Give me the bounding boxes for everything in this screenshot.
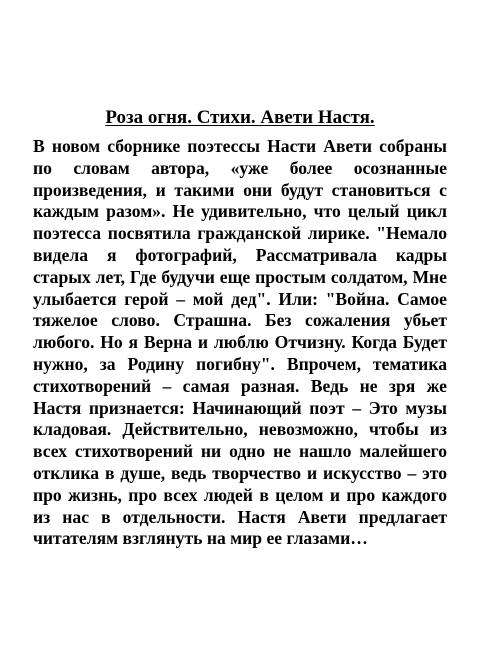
article-body: В новом сборнике поэтессы Насти Авети собраны по словам автора, «уже более осознанные произведения, и такими они будут становиться с каждым разом». Не удивительно, что целый цикл поэтесса посвятила гражданской лирике. "Немало видела я фотографий, Рассматривала кадры старых лет, Где будучи еще простым солдатом, Мне улыбается герой – мой дед". Или: "Война. Самое тяжелое слово. Страшна. Без сожаления убьет любого. Но я Верна и люблю Отчизну. Когда Будет нужно, за Родину погибну". Впрочем, тематика стихотворений – самая разная. Ведь не зря же Настя признается: Начинающий поэт – Это музы кладовая. Действительно, невозможно, чтобы из всех стихотворений ни одно не нашло малейшего отклика в душе, ведь творчество и искусство – это про жизнь, про всех людей в целом и про каждого из нас в отдельности. Настя Авети предлагает читателям взглянуть на мир ее глазами… xyxy=(33,136,447,549)
article-title: Роза огня. Стихи. Авети Настя. xyxy=(105,107,375,128)
